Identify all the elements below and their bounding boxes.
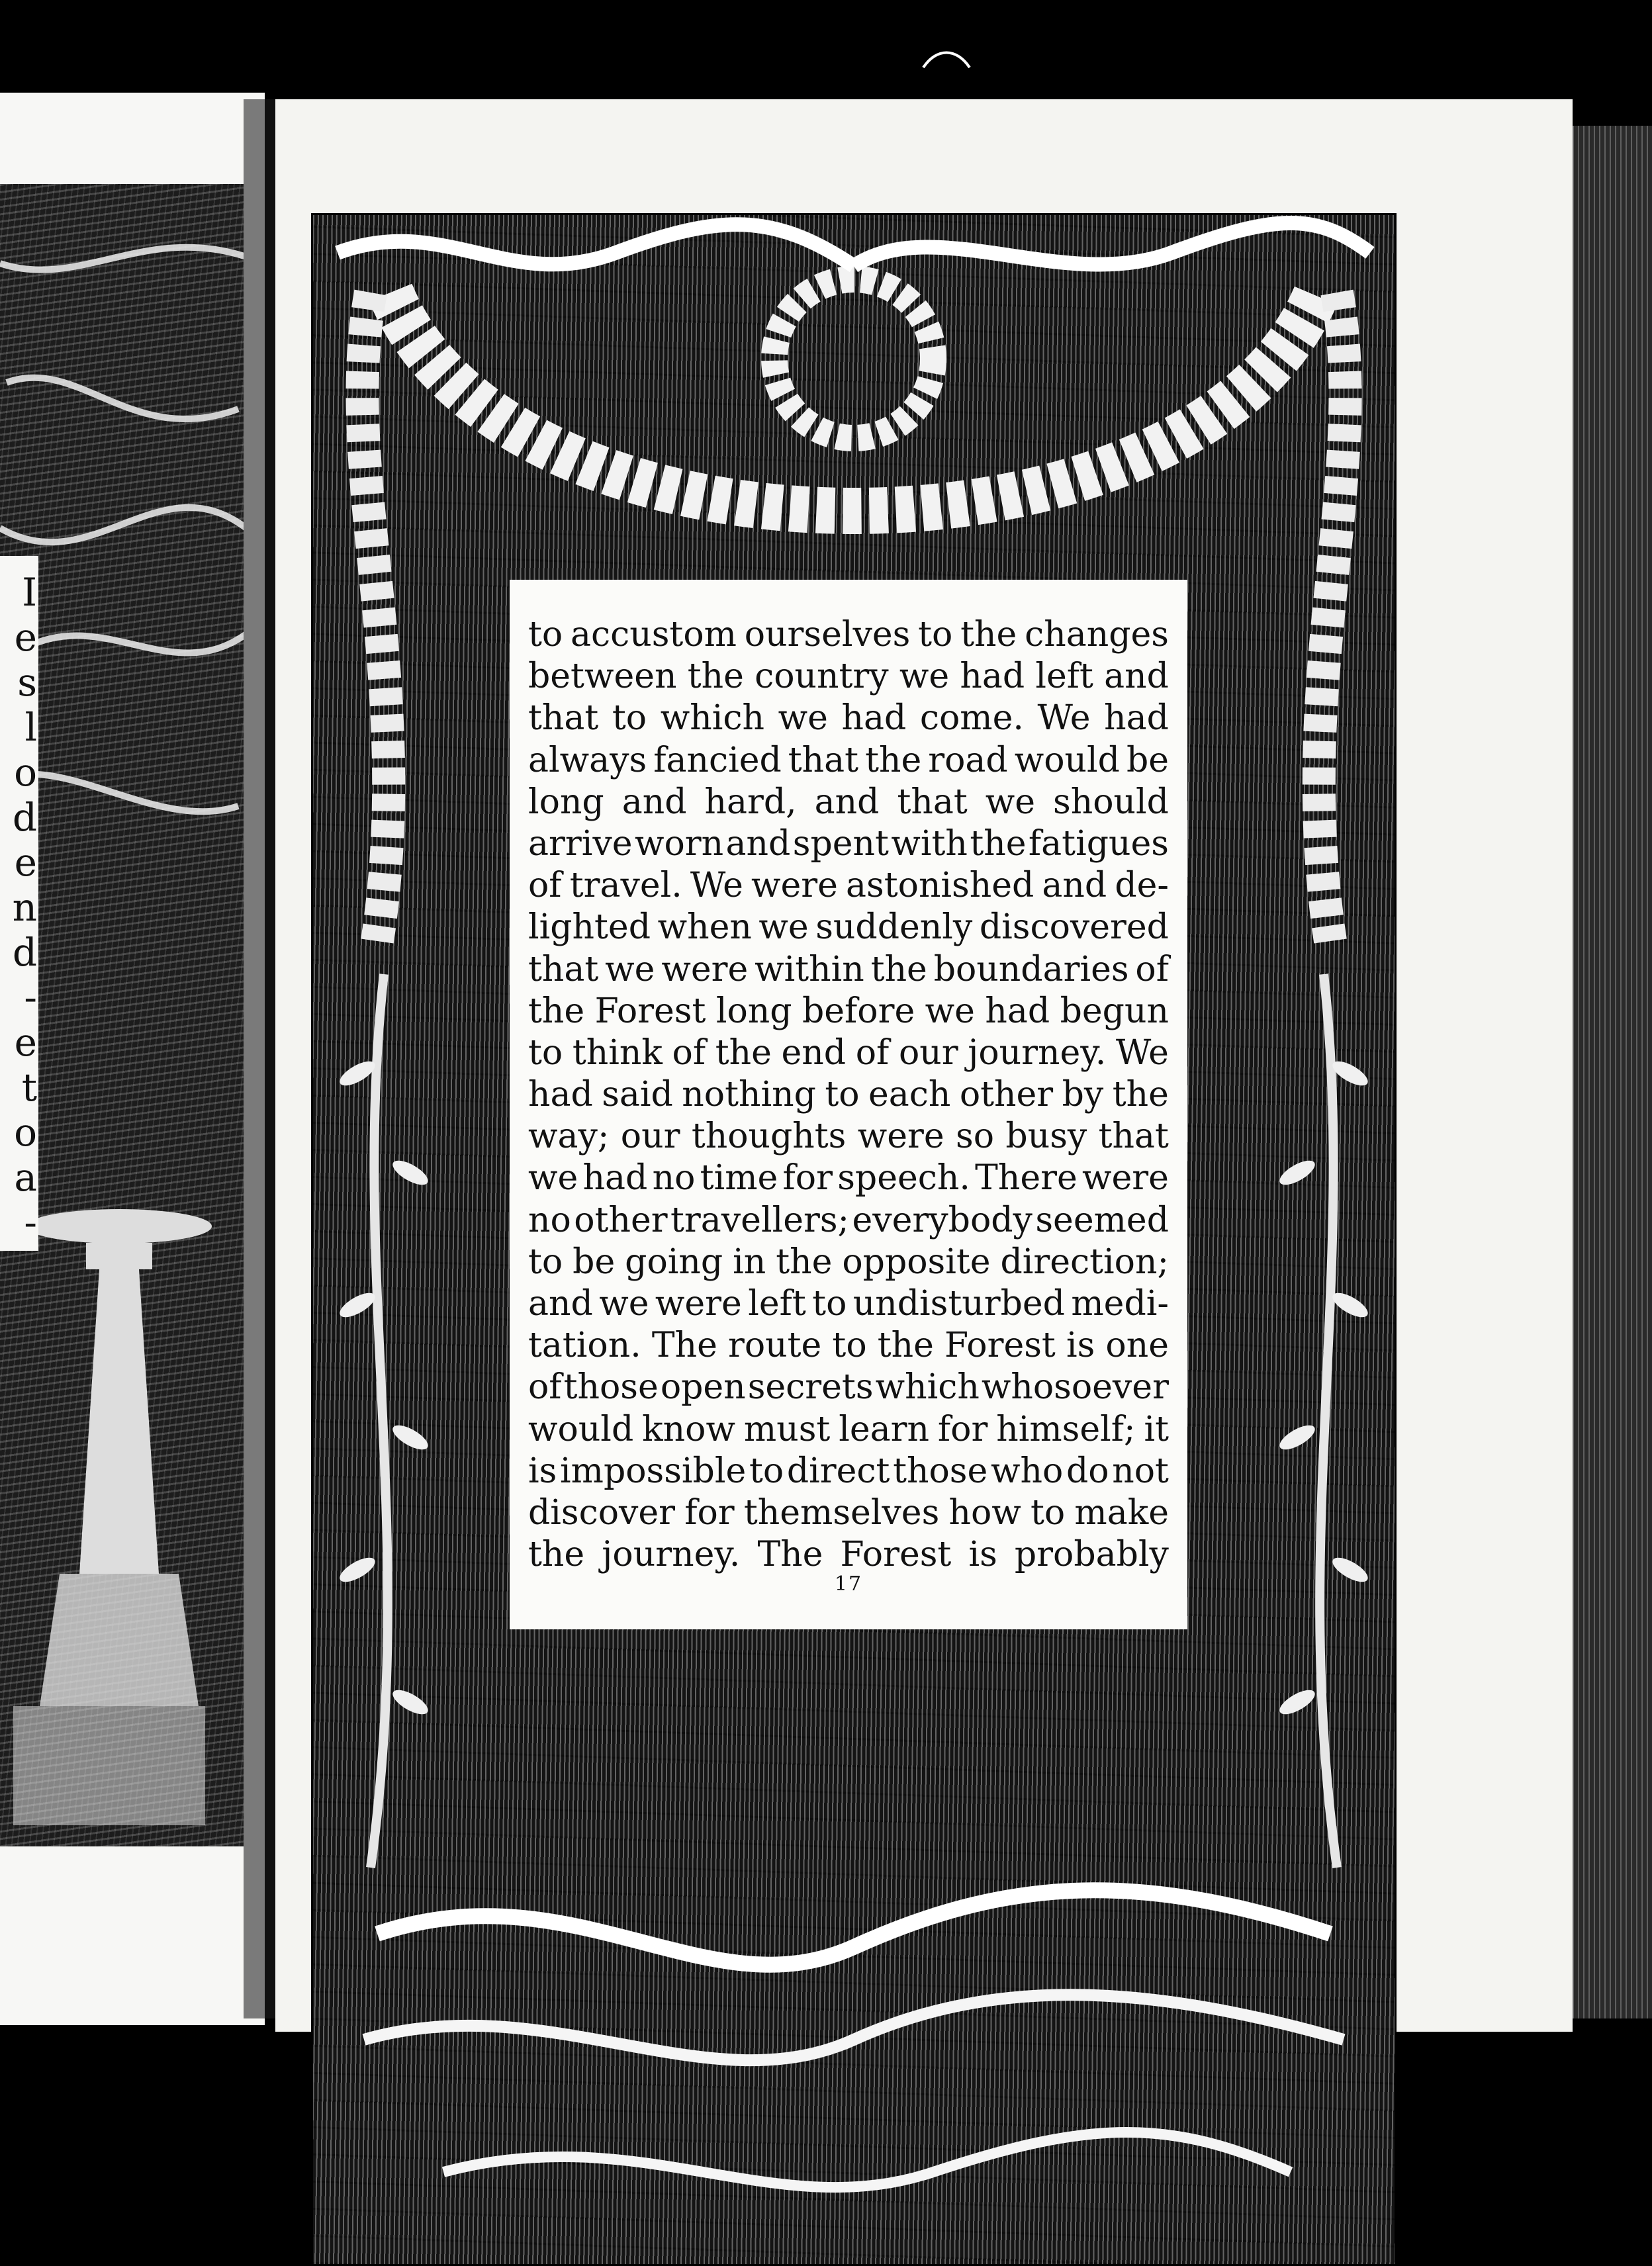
text-line: is impossible to direct those who do not bbox=[528, 1451, 1169, 1491]
text-line: and we were left to undisturbed medi- bbox=[528, 1284, 1169, 1324]
text-line: the journey. The Forest is probably bbox=[528, 1535, 1169, 1575]
text-line: to be going in the opposite direction; bbox=[528, 1242, 1169, 1282]
text-line: to accustom ourselves to the changes bbox=[528, 615, 1169, 655]
body-text bbox=[528, 614, 1169, 1576]
margin-glyph: s bbox=[17, 660, 37, 705]
margin-glyph: a bbox=[14, 1155, 37, 1200]
left-page-text-edge bbox=[0, 556, 38, 1251]
margin-glyph: t bbox=[21, 1065, 37, 1110]
text-line: way; our thoughts were so busy that bbox=[528, 1116, 1169, 1157]
margin-glyph: d bbox=[12, 795, 37, 840]
text-line: had said nothing to each other by the bbox=[528, 1075, 1169, 1115]
scan-mark-icon bbox=[920, 46, 973, 73]
margin-glyph: I bbox=[22, 570, 37, 615]
margin-glyph: d bbox=[12, 930, 37, 975]
page-number: 17 bbox=[834, 1572, 863, 1596]
text-line: the Forest long before we had begun bbox=[528, 991, 1169, 1031]
margin-glyph: o bbox=[14, 750, 37, 795]
text-line: of those open secrets which whosoever bbox=[528, 1367, 1169, 1408]
book-gutter-shadow bbox=[244, 99, 265, 2018]
margin-glyph: o bbox=[14, 1110, 37, 1155]
text-line: of travel. We were astonished and de- bbox=[528, 866, 1169, 906]
text-line: that to which we had come. We had bbox=[528, 698, 1169, 739]
text-line: tation. The route to the Forest is one bbox=[528, 1326, 1169, 1366]
page-block-edge bbox=[1573, 126, 1652, 2018]
text-line: that we were within the boundaries of bbox=[528, 949, 1169, 989]
text-line: between the country we had left and bbox=[528, 657, 1169, 697]
text-line: we had no time for speech. There were bbox=[528, 1158, 1169, 1199]
margin-glyph: e bbox=[14, 615, 37, 660]
text-line: discover for themselves how to make bbox=[528, 1492, 1169, 1533]
margin-glyph: - bbox=[24, 975, 37, 1020]
margin-glyph: - bbox=[24, 1200, 37, 1245]
text-line: lighted when we suddenly discovered bbox=[528, 907, 1169, 948]
text-line: arrive worn and spent with the fatigues bbox=[528, 823, 1169, 864]
margin-glyph: e bbox=[14, 1020, 37, 1065]
margin-glyph: n bbox=[12, 885, 37, 930]
margin-glyph: e bbox=[14, 840, 37, 885]
text-line: long and hard, and that we should bbox=[528, 782, 1169, 822]
text-panel bbox=[510, 580, 1187, 1629]
text-line: would know must learn for himself; it bbox=[528, 1409, 1169, 1449]
text-line: to think of the end of our journey. We bbox=[528, 1032, 1169, 1073]
text-line: always fancied that the road would be bbox=[528, 740, 1169, 780]
text-line: no other travellers; everybody seemed bbox=[528, 1200, 1169, 1240]
margin-glyph: l bbox=[24, 705, 37, 750]
